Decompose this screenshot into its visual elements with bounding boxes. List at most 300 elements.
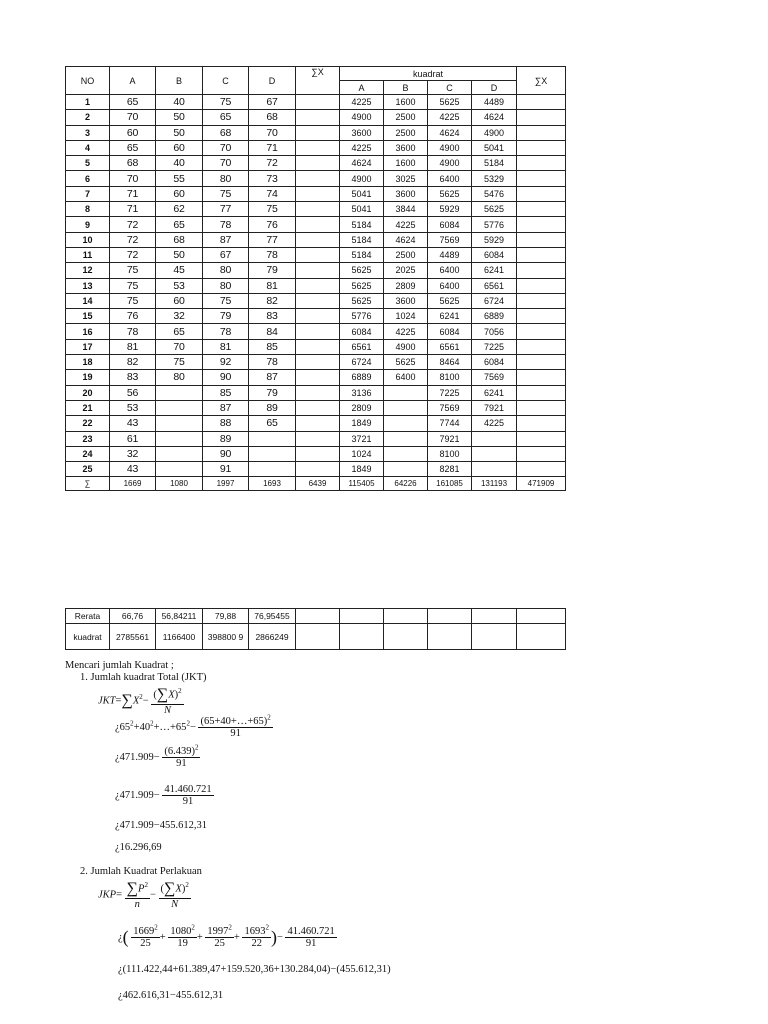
table-cell: 6241: [472, 385, 517, 400]
row-number: 24: [66, 446, 110, 461]
table-cell: [517, 95, 566, 110]
jkp-numerator: 1693: [244, 926, 266, 937]
row-number: 5: [66, 156, 110, 171]
table-cell: 82: [249, 293, 296, 308]
stats-cell: 1166400: [156, 624, 203, 650]
table-cell: [296, 125, 340, 140]
table-cell: 3600: [340, 125, 384, 140]
jkt-step-3-left: 471.909−: [119, 789, 160, 801]
fraction: $\frac{(6.439)^2}{91}$: [164, 743, 199, 769]
table-cell: 65: [110, 95, 156, 110]
table-cell: 6724: [472, 293, 517, 308]
table-cell: [472, 431, 517, 446]
table-cell: [517, 385, 566, 400]
table-cell: [517, 110, 566, 125]
row-number: 1: [66, 95, 110, 110]
table-cell: 1849: [340, 416, 384, 431]
table-cell: [517, 125, 566, 140]
table-cell: [296, 171, 340, 186]
table-cell: 5041: [340, 202, 384, 217]
item-jkt-title: 1. Jumlah kuadrat Total (JKT): [80, 672, 207, 683]
table-cell: 5041: [340, 186, 384, 201]
table-cell: 5929: [472, 232, 517, 247]
table-cell: [296, 385, 340, 400]
table-cell: [296, 309, 340, 324]
total-cell: 161085: [428, 477, 472, 491]
jkt-step-2-numerator: (6.439): [164, 746, 195, 757]
var-n-total: N: [163, 705, 171, 716]
table-cell: 68: [110, 156, 156, 171]
table-cell: [517, 156, 566, 171]
table-cell: 62: [156, 202, 203, 217]
jkp-numerator: 41.460.721: [287, 926, 335, 937]
table-cell: 43: [110, 462, 156, 477]
table-cell: [296, 156, 340, 171]
table-cell: 6084: [428, 217, 472, 232]
table-cell: 75: [203, 293, 249, 308]
table-cell: 4225: [340, 140, 384, 155]
table-cell: 75: [203, 95, 249, 110]
stats-cell: [472, 624, 517, 650]
table-cell: 6241: [428, 309, 472, 324]
table-cell: 4225: [384, 324, 428, 339]
table-cell: 71: [249, 140, 296, 155]
table-cell: 55: [156, 171, 203, 186]
intro-text: Mencari jumlah Kuadrat ;: [65, 660, 174, 671]
table-cell: 78: [203, 217, 249, 232]
stats-label: Rerata: [66, 609, 110, 624]
table-cell: [296, 416, 340, 431]
jkt-result: [115, 842, 162, 853]
table-cell: 70: [249, 125, 296, 140]
table-cell: 75: [110, 278, 156, 293]
row-number: 23: [66, 431, 110, 446]
table-cell: 32: [110, 446, 156, 461]
header-no: NO: [66, 67, 110, 95]
table-cell: 6400: [384, 370, 428, 385]
sum-symbol: ∑: [121, 692, 133, 709]
table-cell: 6400: [428, 278, 472, 293]
table-cell: [296, 202, 340, 217]
table-cell: 71: [110, 202, 156, 217]
row-number: 3: [66, 125, 110, 140]
inverted-question-mark: ¿: [115, 751, 120, 763]
total-cell: 131193: [472, 477, 517, 491]
jkt-step-1-denominator: 91: [230, 728, 241, 739]
table-cell: 87: [249, 370, 296, 385]
var-n: n: [134, 899, 140, 910]
table-cell: 5184: [340, 232, 384, 247]
table-cell: 53: [110, 400, 156, 415]
table-row: [66, 95, 566, 110]
table-cell: [249, 462, 296, 477]
table-cell: 85: [203, 385, 249, 400]
jkt-label: JKT: [98, 695, 116, 707]
row-number: 14: [66, 293, 110, 308]
table-cell: 7569: [428, 232, 472, 247]
table-cell: 45: [156, 263, 203, 278]
table-cell: 83: [249, 309, 296, 324]
table-cell: 92: [203, 355, 249, 370]
header-sum-x2: ∑X: [517, 67, 566, 95]
table-cell: [296, 324, 340, 339]
table-cell: [517, 339, 566, 354]
table-cell: [384, 431, 428, 446]
inverted-question-mark: ¿: [115, 842, 120, 853]
table-cell: 67: [203, 247, 249, 262]
jkp-step-3-value: 462.616,31−455.612,31: [122, 990, 224, 1001]
row-number: 4: [66, 140, 110, 155]
table-cell: [517, 431, 566, 446]
table-cell: 50: [156, 247, 203, 262]
table-cell: 74: [249, 186, 296, 201]
subheader-b: B: [384, 81, 428, 95]
table-cell: 88: [203, 416, 249, 431]
table-cell: 4489: [472, 95, 517, 110]
table-cell: 4225: [340, 95, 384, 110]
table-cell: 2500: [384, 247, 428, 262]
row-number: 25: [66, 462, 110, 477]
table-cell: [156, 385, 203, 400]
table-cell: [296, 140, 340, 155]
item-jkp-title: 2. Jumlah Kuadrat Perlakuan: [80, 866, 202, 877]
table-cell: 6561: [340, 339, 384, 354]
jkp-numerator: 1080: [170, 926, 192, 937]
table-cell: 75: [110, 293, 156, 308]
jkt-step-1-numerator: (65+40+…+65): [200, 716, 268, 727]
table-cell: 5184: [340, 247, 384, 262]
table-cell: [384, 462, 428, 477]
stats-cell: [296, 624, 340, 650]
table-cell: [517, 462, 566, 477]
table-cell: [156, 446, 203, 461]
table-cell: 6889: [472, 309, 517, 324]
stats-cell: [472, 609, 517, 624]
table-cell: 5625: [428, 293, 472, 308]
table-cell: 5625: [428, 186, 472, 201]
jkp-denominator: 19: [177, 938, 188, 949]
table-cell: [296, 446, 340, 461]
table-cell: 1600: [384, 156, 428, 171]
table-cell: 4900: [384, 339, 428, 354]
table-cell: [517, 232, 566, 247]
table-cell: [296, 462, 340, 477]
table-cell: [296, 339, 340, 354]
table-cell: [296, 370, 340, 385]
table-cell: [517, 140, 566, 155]
table-cell: [296, 232, 340, 247]
var-n-total: N: [171, 899, 179, 910]
total-cell: 115405: [340, 477, 384, 491]
table-cell: 68: [249, 110, 296, 125]
table-cell: 76: [249, 217, 296, 232]
table-cell: [472, 446, 517, 461]
row-number: 10: [66, 232, 110, 247]
table-cell: 7225: [428, 385, 472, 400]
table-cell: 1600: [384, 95, 428, 110]
table-cell: 78: [203, 324, 249, 339]
stats-cell: 56,84211: [156, 609, 203, 624]
table-cell: 72: [110, 217, 156, 232]
table-row: [66, 125, 566, 140]
var-p: P: [138, 883, 145, 895]
jkt-step-4: [115, 820, 207, 831]
jkp-numerator: 1997: [207, 926, 229, 937]
total-cell: 471909: [517, 477, 566, 491]
table-cell: [517, 370, 566, 385]
table-cell: 90: [203, 370, 249, 385]
jkt-step-1-term: 65: [119, 721, 131, 733]
fraction: $\frac{(\sum X)^2}{N}$: [160, 880, 189, 910]
table-cell: [296, 247, 340, 262]
table-cell: 3136: [340, 385, 384, 400]
table-row: [66, 416, 566, 431]
table-row: [66, 293, 566, 308]
table-cell: 53: [156, 278, 203, 293]
table-row: [66, 140, 566, 155]
table-cell: 5929: [428, 202, 472, 217]
table-cell: 7225: [472, 339, 517, 354]
subheader-c: C: [428, 81, 472, 95]
fraction: $\frac{1997^2}{25}$: [207, 923, 232, 949]
table-cell: 83: [110, 370, 156, 385]
table-cell: 90: [203, 446, 249, 461]
row-number: 9: [66, 217, 110, 232]
table-cell: 5776: [340, 309, 384, 324]
table-cell: 8464: [428, 355, 472, 370]
table-cell: 4900: [472, 125, 517, 140]
stats-cell: [517, 609, 566, 624]
stats-cell: [340, 609, 384, 624]
table-cell: 65: [156, 217, 203, 232]
table-cell: 82: [110, 355, 156, 370]
table-cell: 5184: [340, 217, 384, 232]
table-cell: 5184: [472, 156, 517, 171]
table-cell: 3600: [384, 293, 428, 308]
fraction: $\frac{1669^2}{25}$: [133, 923, 158, 949]
table-cell: [517, 217, 566, 232]
sum-symbol: ∑: [126, 880, 139, 897]
table-cell: 81: [249, 278, 296, 293]
table-cell: 72: [110, 247, 156, 262]
header-c: C: [203, 67, 249, 95]
table-cell: 84: [249, 324, 296, 339]
jkt-step-4-value: 471.909−455.612,31: [119, 820, 207, 831]
jkp-step-2-value: (111.422,44+61.389,47+159.520,36+130.284,04)−(455.612,31): [122, 964, 391, 975]
total-cell: 1997: [203, 477, 249, 491]
inverted-question-mark: ¿: [115, 721, 120, 733]
table-row: [66, 247, 566, 262]
table-cell: 70: [203, 140, 249, 155]
table-cell: 1024: [384, 309, 428, 324]
table-cell: [296, 186, 340, 201]
table-cell: 61: [110, 431, 156, 446]
table-cell: [156, 462, 203, 477]
table-cell: [296, 110, 340, 125]
table-cell: [249, 446, 296, 461]
table-cell: 65: [156, 324, 203, 339]
table-cell: 6084: [340, 324, 384, 339]
total-label: ∑: [66, 477, 110, 491]
row-number: 19: [66, 370, 110, 385]
table-cell: [517, 416, 566, 431]
jkp-step-2: [118, 964, 391, 975]
fraction: $\frac{1693^2}{22}$: [244, 923, 269, 949]
sum-symbol: ∑: [164, 880, 176, 897]
table-cell: [517, 400, 566, 415]
table-cell: [156, 431, 203, 446]
table-cell: 43: [110, 416, 156, 431]
table-cell: 6400: [428, 263, 472, 278]
table-cell: [517, 309, 566, 324]
row-number: 18: [66, 355, 110, 370]
table-cell: 5625: [340, 278, 384, 293]
table-cell: 4624: [384, 232, 428, 247]
row-number: 8: [66, 202, 110, 217]
stats-cell: 76,95455: [249, 609, 296, 624]
table-cell: 6241: [472, 263, 517, 278]
table-cell: 77: [249, 232, 296, 247]
table-cell: 87: [203, 400, 249, 415]
table-cell: [384, 446, 428, 461]
table-cell: 6561: [428, 339, 472, 354]
table-cell: 2025: [384, 263, 428, 278]
row-number: 20: [66, 385, 110, 400]
table-cell: 70: [110, 110, 156, 125]
row-number: 15: [66, 309, 110, 324]
table-cell: 60: [110, 125, 156, 140]
table-cell: 76: [110, 309, 156, 324]
table-cell: 7921: [472, 400, 517, 415]
table-cell: 75: [110, 263, 156, 278]
table-cell: 1849: [340, 462, 384, 477]
table-row: [66, 309, 566, 324]
jkt-step-1-term: +…+65: [153, 721, 187, 733]
table-cell: [296, 355, 340, 370]
table-cell: 65: [249, 416, 296, 431]
table-cell: 78: [249, 355, 296, 370]
table-cell: 3844: [384, 202, 428, 217]
stats-cell: [384, 624, 428, 650]
table-cell: [296, 293, 340, 308]
table-cell: 8281: [428, 462, 472, 477]
jkt-step-3-numerator: 41.460.721: [164, 784, 212, 795]
stats-cell: [428, 624, 472, 650]
stats-cell: 2866249: [249, 624, 296, 650]
table-cell: 5041: [472, 140, 517, 155]
row-number: 13: [66, 278, 110, 293]
jkp-formula: JKP= $\frac{\sum P^2}{n}$ − $\frac{(\sum X)^2}{N}$: [98, 880, 189, 910]
table-cell: [517, 247, 566, 262]
table-cell: [517, 186, 566, 201]
table-cell: 65: [110, 140, 156, 155]
fraction: $\frac{(65+40+\dots+65)^2}{91}$: [200, 713, 271, 739]
row-number: 6: [66, 171, 110, 186]
table-cell: 4624: [472, 110, 517, 125]
table-cell: [517, 293, 566, 308]
table-cell: 75: [249, 202, 296, 217]
table-row: [66, 446, 566, 461]
header-b: B: [156, 67, 203, 95]
table-cell: [296, 431, 340, 446]
inverted-question-mark: ¿: [118, 931, 123, 943]
jkp-denominator: 25: [140, 938, 151, 949]
var-x: X: [168, 689, 175, 701]
table-cell: 2500: [384, 110, 428, 125]
table-cell: 87: [203, 232, 249, 247]
table-cell: [296, 400, 340, 415]
fraction: $\frac{1080^2}{19}$: [170, 923, 195, 949]
row-number: 7: [66, 186, 110, 201]
table-cell: 8100: [428, 370, 472, 385]
table-cell: 4900: [428, 156, 472, 171]
table-cell: 2500: [384, 125, 428, 140]
table-row: [66, 431, 566, 446]
jkt-step-2-left: 471.909−: [119, 751, 160, 763]
jkt-step-2: [115, 743, 200, 769]
inverted-question-mark: ¿: [118, 990, 123, 1001]
jkt-step-1-term: +40: [133, 721, 151, 733]
table-cell: 71: [110, 186, 156, 201]
table-cell: 4624: [340, 156, 384, 171]
table-row: [66, 278, 566, 293]
table-cell: 40: [156, 95, 203, 110]
table-cell: 80: [203, 278, 249, 293]
table-cell: 4900: [340, 110, 384, 125]
table-cell: 6084: [472, 355, 517, 370]
fraction: $\frac{(\sum X)^2}{N}$: [153, 686, 182, 716]
header-a: A: [110, 67, 156, 95]
jkp-step-1: ¿( $\frac{1669^2}{25}$ + $\frac{1080^2}{19}$ + $\frac{1997^2}{25}$ + $\frac{1693^2}{22}$ )− $\frac{41.460.721}{91}$: [118, 923, 335, 949]
table-cell: 75: [203, 186, 249, 201]
table-cell: 2809: [384, 278, 428, 293]
table-cell: 70: [203, 156, 249, 171]
stats-row: [66, 624, 566, 650]
table-row: [66, 156, 566, 171]
table-cell: [517, 263, 566, 278]
table-cell: 3600: [384, 140, 428, 155]
row-number: 17: [66, 339, 110, 354]
jkt-step-3-denominator: 91: [182, 796, 194, 807]
table-cell: 80: [156, 370, 203, 385]
fraction: [285, 926, 336, 949]
table-cell: 89: [203, 431, 249, 446]
table-row: [66, 339, 566, 354]
table-cell: 72: [249, 156, 296, 171]
table-cell: 4225: [428, 110, 472, 125]
jkp-numerator: 1669: [133, 926, 155, 937]
table-cell: [517, 171, 566, 186]
table-cell: [384, 400, 428, 415]
jkt-step-1: ¿$65^2+40^2+\dots+65^2-$ $\frac{(65+40+\dots+65)^2}{91}$: [115, 713, 271, 739]
table-cell: 4900: [428, 140, 472, 155]
table-cell: 70: [110, 171, 156, 186]
table-cell: [296, 263, 340, 278]
table-cell: 6400: [428, 171, 472, 186]
table-row: [66, 202, 566, 217]
stats-label: kuadrat: [66, 624, 110, 650]
table-cell: 4225: [384, 217, 428, 232]
table-cell: 50: [156, 110, 203, 125]
table-row: [66, 400, 566, 415]
total-cell: 6439: [296, 477, 340, 491]
data-table: [65, 66, 566, 491]
table-cell: [517, 202, 566, 217]
table-cell: 7569: [428, 400, 472, 415]
table-cell: 79: [249, 263, 296, 278]
table-cell: 60: [156, 186, 203, 201]
header-sum-x: ∑X: [296, 67, 340, 95]
